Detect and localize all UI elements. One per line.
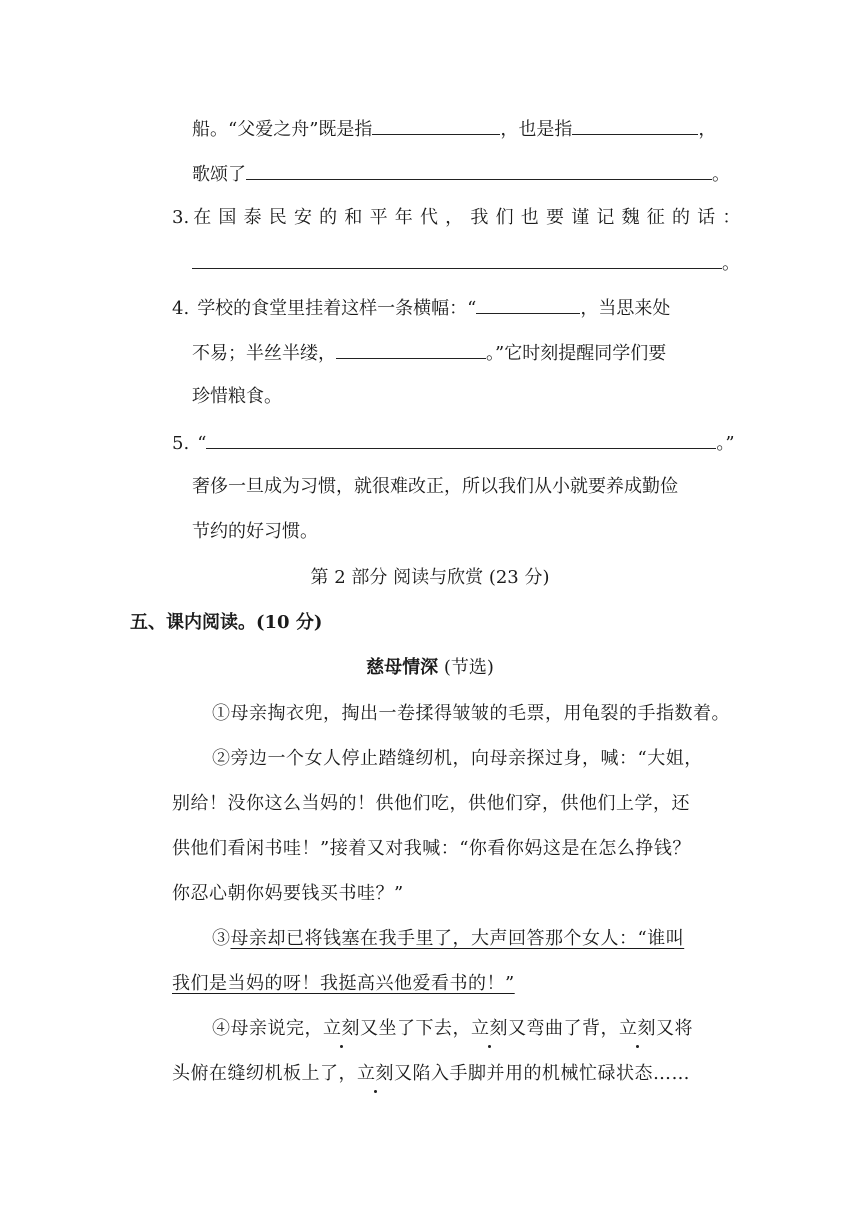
part-2-heading: 第 2 部分 阅读与欣赏 (23 分) xyxy=(310,567,550,588)
paragraph-3-line2 xyxy=(172,972,515,996)
question-3-line1 xyxy=(172,206,748,230)
text: ④母亲说完， xyxy=(212,1018,323,1039)
text: ，当思来处 xyxy=(580,298,671,319)
title-text: 慈母情深 xyxy=(366,657,439,678)
text: 不易；半丝半缕， xyxy=(192,343,336,364)
paragraph-number: ③ xyxy=(212,928,231,949)
question-4-line2 xyxy=(192,340,666,366)
text: 又陷入手脚并用的机械忙碌状态…… xyxy=(394,1063,690,1084)
text: 船。“父爱之舟”既是指 xyxy=(192,119,373,140)
text: ， xyxy=(698,119,717,140)
question-5-line2: 奢侈一旦成为习惯，就很难改正，所以我们从小就要养成勤俭 xyxy=(192,476,678,497)
text: 歌颂了 xyxy=(192,164,246,185)
underlined-sentence: 母亲却已将钱塞在我手里了，大声回答那个女人：“谁叫 xyxy=(230,928,685,949)
text: 又坐了下去， xyxy=(360,1018,471,1039)
paragraph-2-line1: ②旁边一个女人停止踏缝纫机，向母亲探过身，喊：“大姐， xyxy=(212,748,703,769)
answer-blank[interactable] xyxy=(572,116,698,135)
paragraph-3-line1 xyxy=(212,927,684,951)
text: “ xyxy=(197,433,207,454)
answer-blank[interactable] xyxy=(372,116,500,135)
text: 又将 xyxy=(656,1018,693,1039)
text: 头俯在缝纫机板上了， xyxy=(172,1063,357,1084)
paragraph-2-line4: 你忍心朝你妈要钱买书哇？” xyxy=(172,883,404,904)
question-5-line1 xyxy=(172,430,735,456)
paragraph-2-line3: 供他们看闲书哇！”接着又对我喊：“你看你妈这是在怎么挣钱？ xyxy=(172,838,691,859)
paragraph-1: ①母亲掏衣兜，掏出一卷揉得皱皱的毛票，用龟裂的手指数着。 xyxy=(212,703,730,724)
emphasized-word: 立刻 xyxy=(323,1018,360,1039)
answer-blank[interactable] xyxy=(246,161,712,180)
passage-title xyxy=(0,656,860,680)
question-5-line3: 节约的好习惯。 xyxy=(192,521,318,542)
question-number: 3. xyxy=(172,207,190,228)
answer-blank[interactable] xyxy=(336,340,486,359)
text: ，也是指 xyxy=(500,119,573,140)
paragraph-4-line1 xyxy=(212,1017,693,1041)
question-4-line1 xyxy=(172,295,670,321)
question-number: 4. xyxy=(172,298,190,319)
answer-blank[interactable] xyxy=(192,250,722,269)
text: 。 xyxy=(712,164,730,185)
emphasized-word: 立刻 xyxy=(357,1063,394,1084)
question-3-line2 xyxy=(192,250,740,276)
answer-blank[interactable] xyxy=(206,430,716,449)
question-continuation-line2 xyxy=(192,161,730,187)
title-note: (节选) xyxy=(438,657,494,678)
underlined-sentence: 我们是当妈的呀！我挺高兴他爱看书的！” xyxy=(172,973,515,994)
answer-blank[interactable] xyxy=(476,295,580,314)
question-4-line3: 珍惜粮食。 xyxy=(192,386,282,407)
text: 又弯曲了背， xyxy=(508,1018,619,1039)
emphasized-word: 立刻 xyxy=(471,1018,508,1039)
paragraph-2-line2: 别给！没你这么当妈的！供他们吃，供他们穿，供他们上学，还 xyxy=(172,793,690,814)
question-text: 在国泰民安的和平年代，我们也要谨记魏征的话： xyxy=(193,207,748,228)
text: 。”它时刻提醒同学们要 xyxy=(486,343,667,364)
text: 。” xyxy=(716,433,735,454)
section-5-heading: 五、课内阅读。(10 分) xyxy=(130,612,323,633)
paragraph-4-line2 xyxy=(172,1062,690,1086)
text: 。 xyxy=(722,253,740,274)
question-continuation-line1 xyxy=(192,116,716,142)
text: 学校的食堂里挂着这样一条横幅：“ xyxy=(197,298,477,319)
question-number: 5. xyxy=(172,433,190,454)
emphasized-word: 立刻 xyxy=(619,1018,656,1039)
